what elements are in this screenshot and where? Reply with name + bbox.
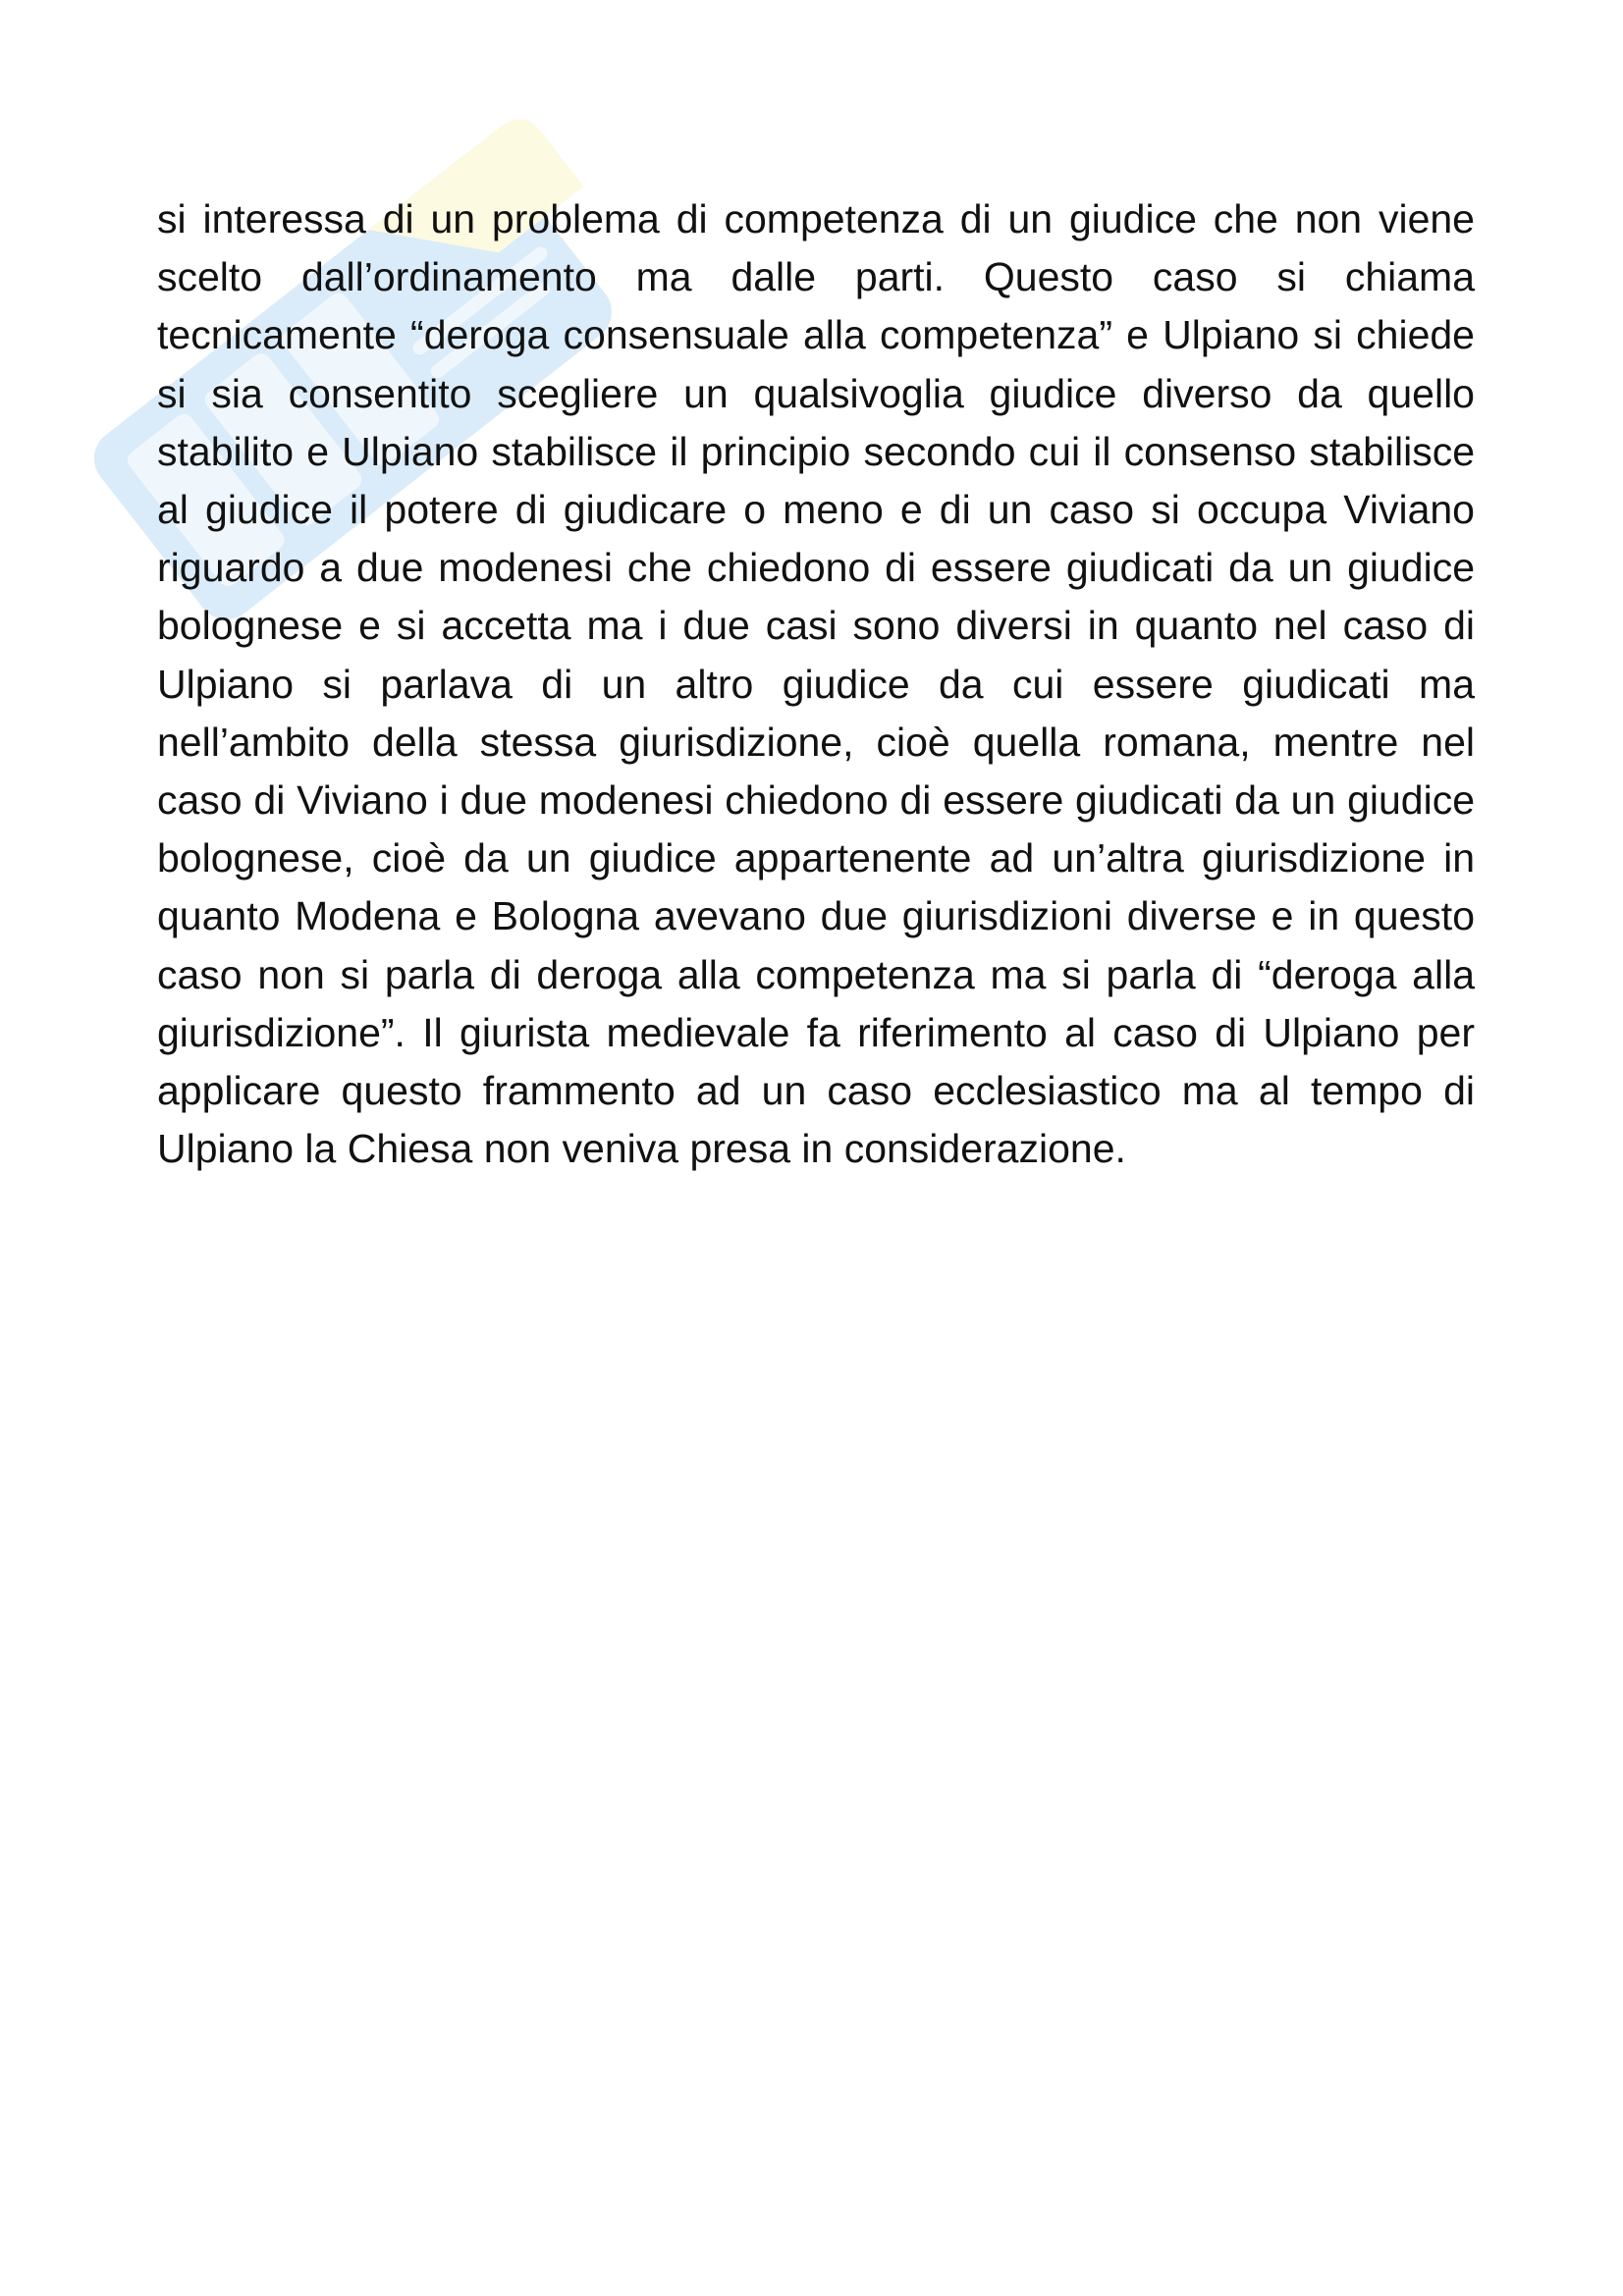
body-paragraph: si interessa di un problema di competenza di un giudice che non viene scelto dall’ordinamento ma dalle parti. Questo caso si chiama tecnicamente “deroga consensuale alla competenza” e Ulpiano si chiede si sia consentito scegliere un qualsivoglia giudice diverso da quello stabilito e Ulpiano stabilisce il principio secondo cui il consenso stabilisce al giudice il potere di giudicare o meno e di un caso si occupa Viviano riguardo a due modenesi che chiedono di essere giudicati da un giudice bolognese e si accetta ma i due casi sono diversi in quanto nel caso di Ulpiano si parlava di un altro giudice da cui essere giudicati ma nell’ambito della stessa giurisdizione, cioè quella romana, mentre nel caso di Viviano i due modenesi chiedono di essere giudicati da un giudice bolognese, cioè da un giudice appartenente ad un’altra giurisdizione in quanto Modena e Bologna avevano due giurisdizioni diverse e in questo caso non si parla di deroga alla competenza ma si parla di “deroga alla giurisdizione”. Il giurista medievale fa riferimento al caso di Ulpiano per applicare questo frammento ad un caso ecclesiastico ma al tempo di Ulpiano la Chiesa non veniva presa in considerazione. (157, 196, 1475, 1172)
